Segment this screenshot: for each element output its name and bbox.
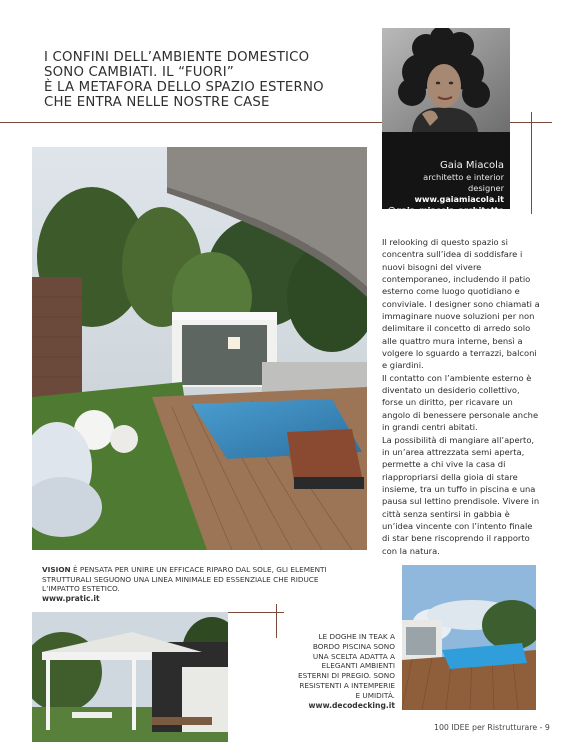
- page-folio: 100 IDEE per Ristrutturare - 9: [434, 723, 550, 732]
- headline: [44, 50, 344, 110]
- pergola-photo: [32, 612, 228, 742]
- article-body: [382, 236, 542, 557]
- headline-line: CHE ENTRA NELLE NOSTRE CASE: [44, 95, 270, 110]
- byline-vertical-rule: [531, 112, 532, 214]
- teak-pool-deck-photo: [402, 565, 536, 710]
- author-social-handle[interactable]: @gaia_miacola_architetto: [387, 205, 504, 215]
- teak-caption-text: LE DOGHE IN TEAK A BORDO PISCINA SONO UNA SCELTA ADATTA A ELEGANTI AMBIENTI ESTERNI DI PREGIO. SONO RESISTENTI A INTEMPERIE E UMIDITÀ.: [298, 632, 395, 700]
- caption-vertical-rule: [276, 604, 277, 638]
- vision-caption-text: È PENSATA PER UNIRE UN EFFICACE RIPARO DAL SOLE, GLI ELEMENTI STRUTTURALI SEGUONO UNA LINEA MINIMALE ED ESSENZIALE CHE RIDUCE L’IMPATTO ESTETICO.: [42, 565, 327, 594]
- headline-line: I CONFINI DELL’AMBIENTE DOMESTICO: [44, 50, 310, 65]
- author-portrait: [382, 28, 510, 132]
- headline-line: SONO CAMBIATI. IL “FUORI”: [44, 65, 234, 80]
- author-role: architetto e interior designer: [423, 172, 504, 193]
- body-paragraph: La possibilità di mangiare all’aperto, in un’area attrezzata semi aperta, permette a chi vive la casa di riappropriarsi della gioia di stare insieme, tra un tuffo in piscina e una pausa sul lettino prendisole. Vivere in città senza sentirsi in gabbia è un’idea vincente con l’intento finale di star bene riscoprendo il rapporto con la natura.: [382, 434, 540, 556]
- pratic-link[interactable]: www.pratic.it: [42, 593, 100, 603]
- author-byline: [382, 132, 510, 215]
- body-paragraph: Il contatto con l’ambiente esterno è diventato un desiderio collettivo, forse un diritto, per ricavare un angolo di benessere personale anche in grandi centri abitati.: [382, 372, 539, 433]
- headline-line: È LA METAFORA DELLO SPAZIO ESTERNO: [44, 80, 324, 95]
- hero-garden-photo: [32, 147, 367, 550]
- decodecking-link[interactable]: www.decodecking.it: [308, 700, 395, 710]
- author-name: Gaia Miacola: [439, 160, 504, 171]
- headline-divider: [0, 122, 382, 123]
- body-paragraph: Il relooking di questo spazio si concentra sull’idea di soddisfare i nuovi bisogni del vivere contemporaneo, includendo il patio esterno come luogo quotidiano e conviviale. I designer sono chiamati a immaginare nuove soluzioni per non delimitare il concetto di arredo solo alle quattro mura interne, bensì a volgere lo sguardo a terrazzi, balconi e giardini.: [382, 237, 540, 371]
- vision-brand: VISION: [42, 565, 71, 574]
- author-website-link[interactable]: www.gaiamiacola.it: [414, 194, 504, 204]
- vision-caption: [42, 565, 342, 603]
- teak-caption: [296, 632, 395, 710]
